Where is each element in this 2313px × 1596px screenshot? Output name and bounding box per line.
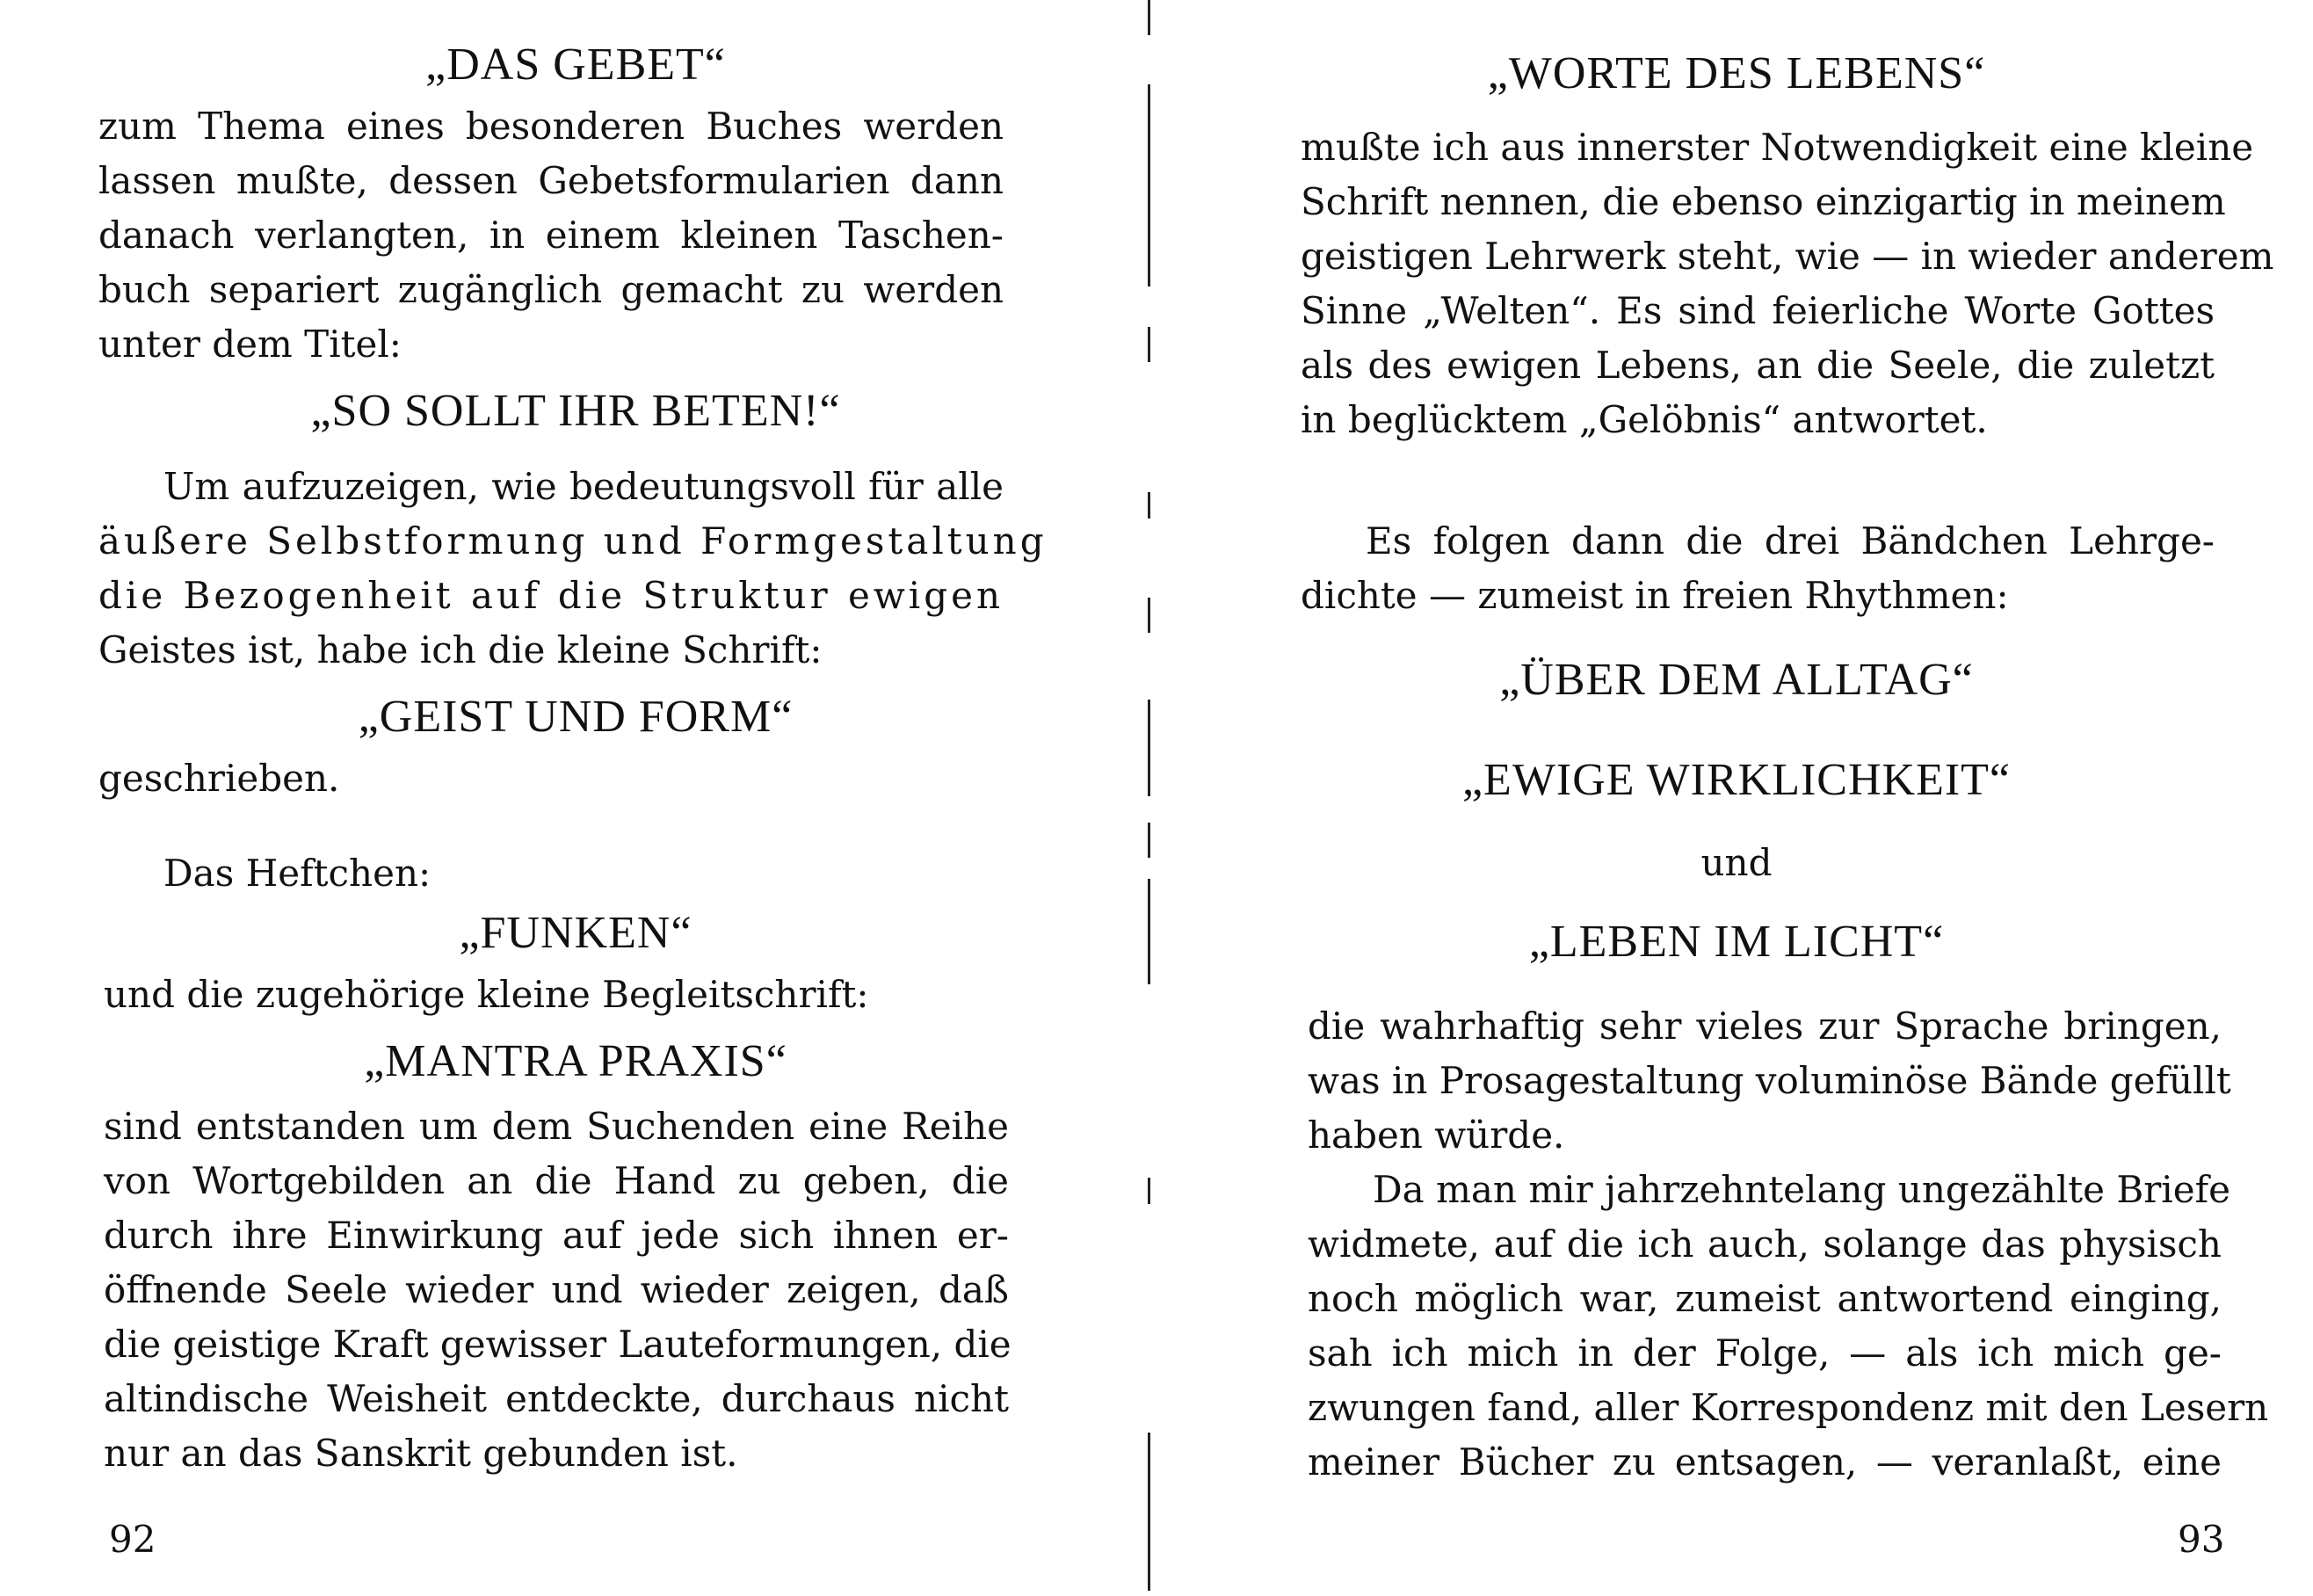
title-geist-und-form: „GEIST UND FORM“ bbox=[358, 692, 794, 742]
text-line: geistigen Lehrwerk steht, wie — in wieder anderem bbox=[1301, 235, 2274, 278]
text-line: sah ich mich in der Folge, — als ich mich ge- bbox=[1308, 1331, 2222, 1375]
text-line: nur an das Sanskrit gebunden ist. bbox=[104, 1432, 738, 1475]
text-line: lassen mußte, dessen Gebetsformularien dann bbox=[98, 159, 1004, 202]
connector-und: und bbox=[1700, 841, 1773, 884]
text-line: in beglücktem „Gelöbnis“ antwortet. bbox=[1301, 398, 1988, 441]
text-line: die Bezogenheit auf die Struktur ewigen bbox=[98, 574, 1004, 617]
gutter-line bbox=[1148, 1433, 1150, 1591]
text-line: Geistes ist, habe ich die kleine Schrift: bbox=[98, 628, 823, 671]
page-number: 92 bbox=[109, 1518, 156, 1561]
text-line: die wahrhaftig sehr vieles zur Sprache bringen, bbox=[1308, 1005, 2222, 1048]
gutter-line bbox=[1148, 700, 1150, 796]
title-funken: „FUNKEN“ bbox=[459, 908, 692, 958]
text-line: unter dem Titel: bbox=[98, 323, 402, 366]
book-gutter bbox=[1148, 0, 1151, 1596]
text-line: zwungen fand, aller Korrespondenz mit den Lesern bbox=[1308, 1386, 2269, 1429]
text-line: Da man mir jahrzehntelang ungezählte Briefe bbox=[1373, 1168, 2230, 1211]
gutter-line bbox=[1148, 492, 1150, 519]
gutter-line bbox=[1148, 823, 1150, 858]
text-line: öffnende Seele wieder und wieder zeigen, daß bbox=[104, 1268, 1009, 1311]
page-number: 93 bbox=[2178, 1518, 2225, 1561]
gutter-line bbox=[1148, 1178, 1150, 1204]
title-leben-im-licht: „LEBEN IM LICHT“ bbox=[1528, 917, 1945, 967]
text-line: noch möglich war, zumeist antwortend einging, bbox=[1308, 1277, 2222, 1320]
text-line: Es folgen dann die drei Bändchen Lehrge- bbox=[1366, 519, 2215, 562]
text-line: zum Thema eines besonderen Buches werden bbox=[98, 105, 1004, 148]
gutter-line bbox=[1148, 327, 1150, 362]
text-line: meiner Bücher zu entsagen, — veranlaßt, eine bbox=[1308, 1440, 2222, 1484]
title-so-sollt-ihr-beten: „SO SOLLT IHR BETEN!“ bbox=[310, 386, 841, 436]
title-das-gebet: „DAS GEBET“ bbox=[425, 40, 726, 90]
gutter-line bbox=[1148, 84, 1150, 287]
title-worte-des-lebens: „WORTE DES LEBENS“ bbox=[1487, 48, 1986, 98]
gutter-line bbox=[1148, 598, 1150, 633]
title-ueber-dem-alltag: „ÜBER DEM ALLTAG“ bbox=[1499, 655, 1974, 705]
text-line: danach verlangten, in einem kleinen Taschen- bbox=[98, 214, 1004, 257]
text-line: äußere Selbstformung und Formgestaltung bbox=[98, 519, 1048, 562]
text-line: als des ewigen Lebens, an die Seele, die zuletzt bbox=[1301, 344, 2215, 387]
text-line: altindische Weisheit entdeckte, durchaus nicht bbox=[104, 1377, 1009, 1420]
text-line: Schrift nennen, die ebenso einzigartig in meinem bbox=[1301, 180, 2226, 223]
text-line: sind entstanden um dem Suchenden eine Reihe bbox=[104, 1105, 1009, 1148]
text-line: haben würde. bbox=[1308, 1114, 1565, 1157]
text-line: was in Prosagestaltung voluminöse Bände gefüllt bbox=[1308, 1059, 2231, 1102]
text-line: widmete, auf die ich auch, solange das physisch bbox=[1308, 1222, 2222, 1266]
text-line: mußte ich aus innerster Notwendigkeit eine kleine bbox=[1301, 126, 2254, 169]
text-line: die geistige Kraft gewisser Lauteformungen, die bbox=[104, 1323, 1011, 1366]
text-line: Das Heftchen: bbox=[163, 852, 431, 895]
left-page bbox=[0, 0, 1151, 1596]
gutter-line bbox=[1148, 0, 1150, 35]
text-line: geschrieben. bbox=[98, 757, 340, 800]
text-line: und die zugehörige kleine Begleitschrift: bbox=[104, 973, 869, 1016]
text-line: Um aufzuzeigen, wie bedeutungsvoll für alle bbox=[163, 465, 1004, 508]
text-line: dichte — zumeist in freien Rhythmen: bbox=[1301, 574, 2009, 617]
text-line: Sinne „Welten“. Es sind feierliche Worte Gottes bbox=[1301, 289, 2215, 332]
right-page bbox=[1160, 0, 2313, 1596]
text-line: durch ihre Einwirkung auf jede sich ihnen er- bbox=[104, 1214, 1009, 1257]
text-line: buch separiert zugänglich gemacht zu werden bbox=[98, 268, 1004, 311]
title-ewige-wirklichkeit: „EWIGE WIRKLICHKEIT“ bbox=[1461, 755, 2012, 805]
title-mantra-praxis: „MANTRA PRAXIS“ bbox=[364, 1036, 787, 1086]
text-line: von Wortgebilden an die Hand zu geben, die bbox=[104, 1159, 1009, 1202]
gutter-line bbox=[1148, 879, 1150, 984]
